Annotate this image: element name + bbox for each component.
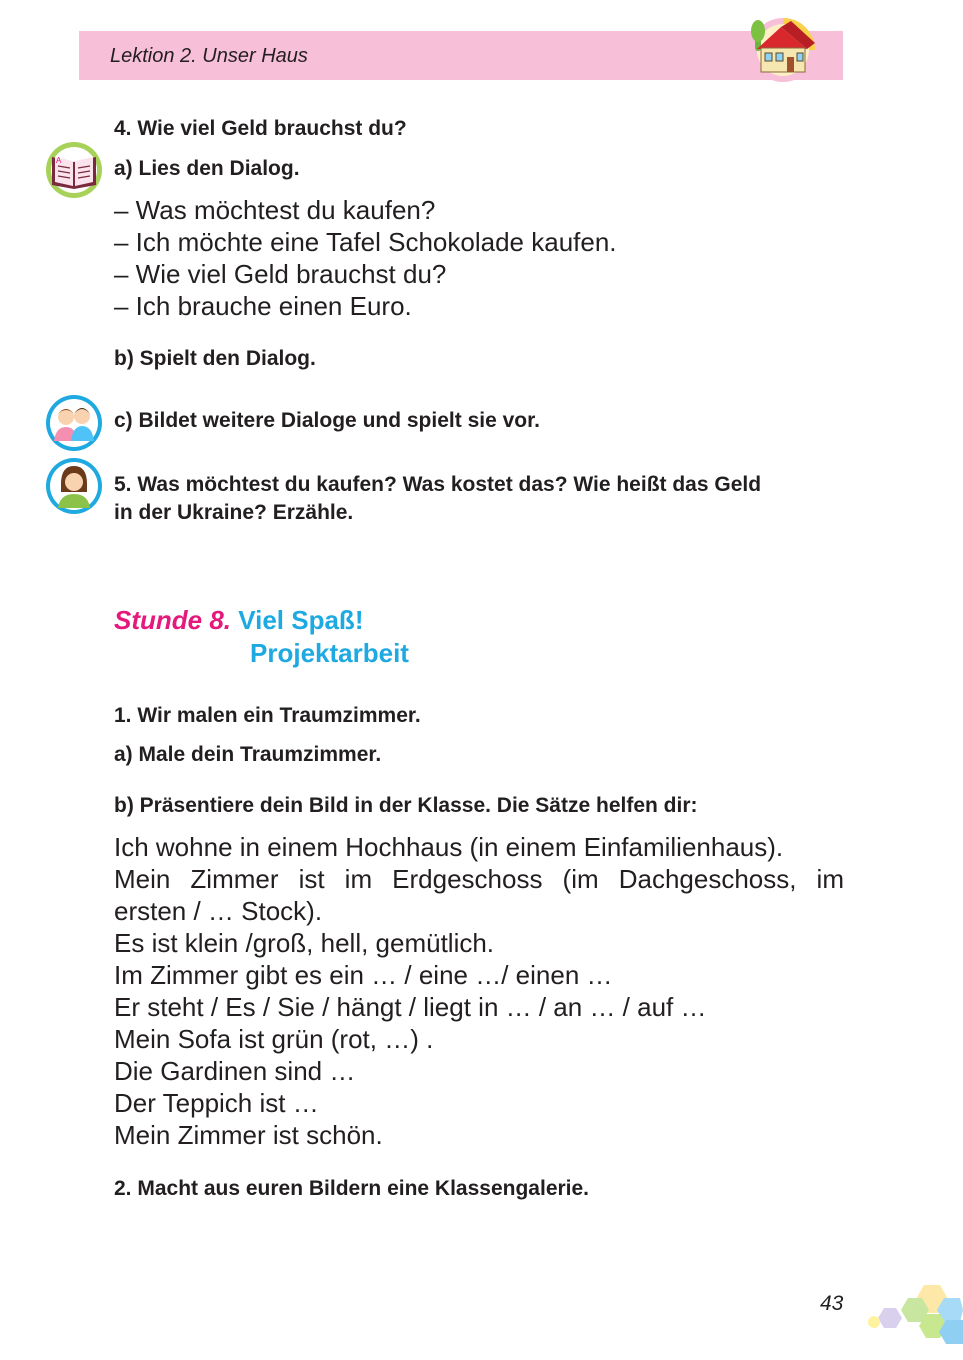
svg-text:A: A	[56, 156, 62, 165]
exercise-4-title: 4. Wie viel Geld brauchst du?	[114, 117, 407, 140]
dialog-block	[114, 194, 617, 322]
project-exercise-1a-instruction: a) Male dein Traumzimmer.	[114, 743, 382, 766]
exercise-4b-instruction: b) Spielt den Dialog.	[114, 347, 316, 370]
lesson-title: Lektion 2. Unser Haus	[110, 45, 308, 67]
helper-sentences	[114, 831, 844, 1151]
helper-sentence: Im Zimmer gibt es ein … / eine …/ einen …	[114, 960, 613, 990]
helper-sentence: Er steht / Es / Sie / hängt / liegt in … / an … / auf …	[114, 992, 707, 1022]
helper-sentence: Mein Sofa ist grün (rot, …) .	[114, 1024, 434, 1054]
project-exercise-1b-instruction: b) Präsentiere dein Bild in der Klasse. Die Sätze helfen dir:	[114, 794, 698, 817]
lesson-heading-title: Viel Spaß!	[238, 605, 364, 635]
dialog-line: – Ich brauche einen Euro.	[114, 291, 412, 321]
helper-sentence: ersten / … Stock).	[114, 896, 323, 926]
helper-sentence: Der Teppich ist …	[114, 1088, 319, 1118]
house-icon	[745, 17, 819, 83]
exercise-4a-instruction: a) Lies den Dialog.	[114, 157, 300, 180]
lesson-heading	[114, 605, 363, 636]
dialog-line: – Wie viel Geld brauchst du?	[114, 259, 447, 289]
exercise-5-text	[114, 471, 761, 527]
helper-sentence: Mein Zimmer ist schön.	[114, 1120, 383, 1150]
child-speaking-icon	[44, 456, 104, 516]
dialog-line: – Ich möchte eine Tafel Schokolade kaufen.	[114, 227, 617, 257]
helper-sentence: Mein Zimmer ist im Erdgeschoss (im Dachgeschoss, im	[114, 864, 844, 894]
page-number: 43	[820, 1292, 844, 1315]
project-exercise-2-title: 2. Macht aus euren Bildern eine Klassengalerie.	[114, 1177, 590, 1200]
helper-sentence: Es ist klein /groß, hell, gemütlich.	[114, 928, 495, 958]
helper-sentence: Die Gardinen sind …	[114, 1056, 356, 1086]
lesson-subtitle: Projektarbeit	[250, 638, 409, 668]
open-book-icon	[44, 140, 104, 200]
exercise-5-line: 5. Was möchtest du kaufen? Was kostet das? Wie heißt das Geld	[114, 473, 762, 496]
exercise-5-line: in der Ukraine? Erzähle.	[114, 501, 354, 524]
lesson-header	[79, 31, 843, 80]
lesson-number: Stunde 8.	[114, 605, 232, 635]
two-children-icon	[44, 393, 104, 453]
exercise-4c-instruction: c) Bildet weitere Dialoge und spielt sie vor.	[114, 409, 540, 432]
hexagon-decoration	[864, 1280, 963, 1360]
project-exercise-1-title: 1. Wir malen ein Traumzimmer.	[114, 704, 421, 727]
dialog-line: – Was möchtest du kaufen?	[114, 195, 436, 225]
helper-sentence: Ich wohne in einem Hochhaus (in einem Einfamilienhaus).	[114, 832, 784, 862]
